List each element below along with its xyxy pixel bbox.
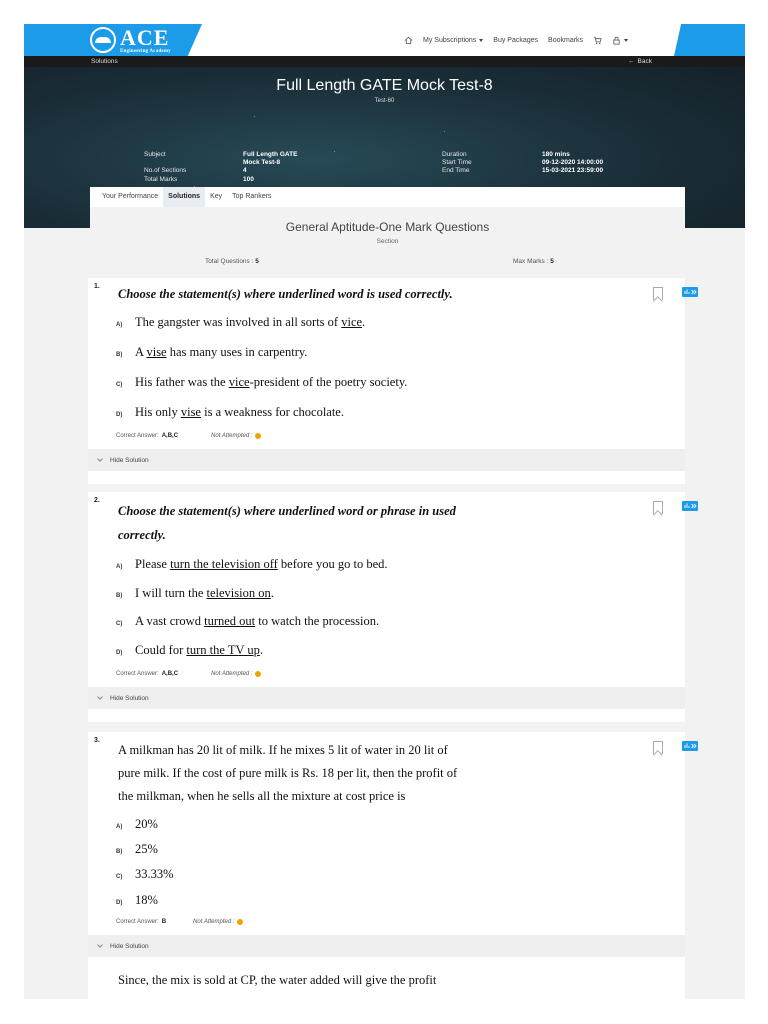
warning-icon: [255, 671, 261, 677]
home-link[interactable]: [404, 36, 413, 45]
subject-label: Subject: [144, 151, 166, 158]
nav-links: [404, 24, 628, 56]
answer-line: Correct Answer: A,B,C Not Attempted :: [116, 671, 261, 677]
chevron-down-icon: [479, 39, 483, 42]
sections-value: 4: [243, 167, 247, 174]
option-b: B) A vise has many uses in carpentry.: [116, 345, 308, 359]
option-c: C) A vast crowd turned out to watch the procession.: [116, 614, 380, 628]
end-time-label: End Time: [442, 167, 470, 174]
question-text-line2: correctly.: [118, 528, 166, 542]
hide-solution-toggle[interactable]: Hide Solution: [88, 687, 685, 709]
brand-logo[interactable]: [90, 26, 171, 54]
chevron-down-icon: [97, 694, 103, 700]
star-decoration: [444, 131, 445, 132]
bookmark-icon[interactable]: [653, 501, 663, 514]
answer-line: Correct Answer: A,B,C Not Attempted :: [116, 433, 261, 439]
breadcrumb-bar: [24, 56, 745, 67]
option-c: C) 33.33%: [116, 867, 174, 881]
logo-subtext: Engineering Academy: [120, 48, 171, 54]
breadcrumb: Solutions: [91, 58, 118, 65]
option-a: A) 20%: [116, 817, 158, 831]
start-time-value: 09-12-2020 14:00:00: [542, 159, 604, 166]
option-a: A) Please turn the television off before you go to bed.: [116, 557, 388, 571]
home-icon: [404, 36, 413, 45]
duration-value: 180 mins: [542, 151, 570, 158]
marks-value: 100: [243, 176, 254, 183]
buy-packages-link[interactable]: Buy Packages: [493, 36, 539, 44]
analytics-button[interactable]: [682, 287, 698, 297]
solution-text: Since, the mix is sold at CP, the water added will give the profit: [118, 973, 437, 987]
question-text-line2: pure milk. If the cost of pure milk is Rs. 18 per lit, then the profit of: [118, 766, 458, 780]
total-questions: Total Questions : 5: [205, 258, 259, 265]
bookmark-icon[interactable]: [653, 741, 663, 754]
logo-text: ACE: [120, 24, 170, 50]
tab-your-performance[interactable]: Your Performance: [102, 193, 159, 200]
status-badge: Not Attempted :: [211, 671, 260, 677]
question-text-line1: A milkman has 20 lit of milk. If he mixes 5 lit of water in 20 lit of: [118, 743, 448, 757]
question-text-line1: Choose the statement(s) where underlined word or phrase in used: [118, 504, 456, 518]
correct-answer: A,B,C: [161, 433, 179, 439]
analytics-button[interactable]: [682, 741, 698, 751]
chevron-down-icon: [97, 942, 103, 948]
question-number: 3.: [94, 737, 100, 744]
hide-solution-toggle[interactable]: Hide Solution: [88, 449, 685, 471]
question-text: Choose the statement(s) where underlined word is used correctly.: [118, 287, 453, 301]
hide-solution-toggle[interactable]: Hide Solution: [88, 935, 685, 957]
question-number: 2.: [94, 497, 100, 504]
answer-line: Correct Answer: B Not Attempted :: [116, 919, 243, 925]
section-subtitle: Section: [376, 238, 399, 245]
page: [24, 24, 745, 999]
bookmarks-link[interactable]: Bookmarks: [548, 36, 584, 44]
star-decoration: [334, 151, 335, 152]
start-time-label: Start Time: [442, 159, 472, 166]
subject-value-line1: Full Length GATE: [243, 151, 298, 158]
tab-key[interactable]: Key: [210, 193, 223, 200]
star-decoration: [254, 116, 255, 117]
correct-answer: B: [161, 919, 167, 925]
arrow-left-icon: ←: [628, 58, 635, 65]
back-button[interactable]: ← Back: [628, 58, 652, 65]
max-marks: Max Marks : 5: [513, 258, 554, 265]
bookmark-icon[interactable]: [653, 287, 663, 300]
question-card: [88, 732, 685, 999]
section-header: [90, 207, 685, 270]
user-icon: [612, 36, 621, 45]
cart-icon: [593, 36, 602, 45]
cart-button[interactable]: [593, 36, 602, 45]
option-b: B) I will turn the television on.: [116, 586, 274, 600]
question-card: [88, 278, 685, 484]
end-time-value: 15-03-2021 23:59:00: [542, 167, 604, 174]
option-d: D) 18%: [116, 893, 158, 907]
question-card: [88, 492, 685, 722]
tab-top-rankers[interactable]: Top Rankers: [232, 193, 272, 200]
question-number: 1.: [94, 283, 100, 290]
option-d: D) Could for turn the TV up.: [116, 643, 264, 657]
subject-value-line2: Mock Test-8: [243, 159, 281, 166]
test-code: Test-60: [374, 98, 395, 104]
top-navbar: [24, 24, 745, 56]
duration-label: Duration: [442, 151, 467, 158]
correct-answer: A,B,C: [161, 671, 179, 677]
analytics-button[interactable]: [682, 501, 698, 511]
user-menu[interactable]: [612, 36, 628, 45]
marks-label: Total Marks: [144, 176, 178, 183]
status-badge: Not Attempted :: [193, 919, 242, 925]
option-a: A) The gangster was involved in all sorts of vice.: [116, 315, 366, 329]
sections-label: No.of Sections: [144, 167, 187, 174]
option-d: D) His only vise is a weakness for chocolate.: [116, 405, 344, 419]
logo-emblem-icon: [90, 27, 116, 53]
option-c: C) His father was the vice-president of the poetry society.: [116, 375, 408, 389]
page-title: Full Length GATE Mock Test-8: [276, 77, 493, 94]
section-title: General Aptitude-One Mark Questions: [285, 220, 490, 234]
status-badge: Not Attempted :: [211, 433, 260, 439]
chevron-down-icon: [624, 39, 628, 42]
warning-icon: [255, 433, 261, 439]
tab-solutions[interactable]: Solutions: [163, 187, 205, 207]
chevron-down-icon: [97, 456, 103, 462]
warning-icon: [237, 919, 243, 925]
nav-accent-stripe: [674, 24, 745, 56]
option-b: B) 25%: [116, 842, 158, 856]
question-text-line3: the milkman, when he sells all the mixture at cost price is: [118, 789, 406, 803]
my-subscriptions-dropdown[interactable]: My Subscriptions: [423, 37, 483, 44]
tab-bar: [90, 187, 685, 207]
